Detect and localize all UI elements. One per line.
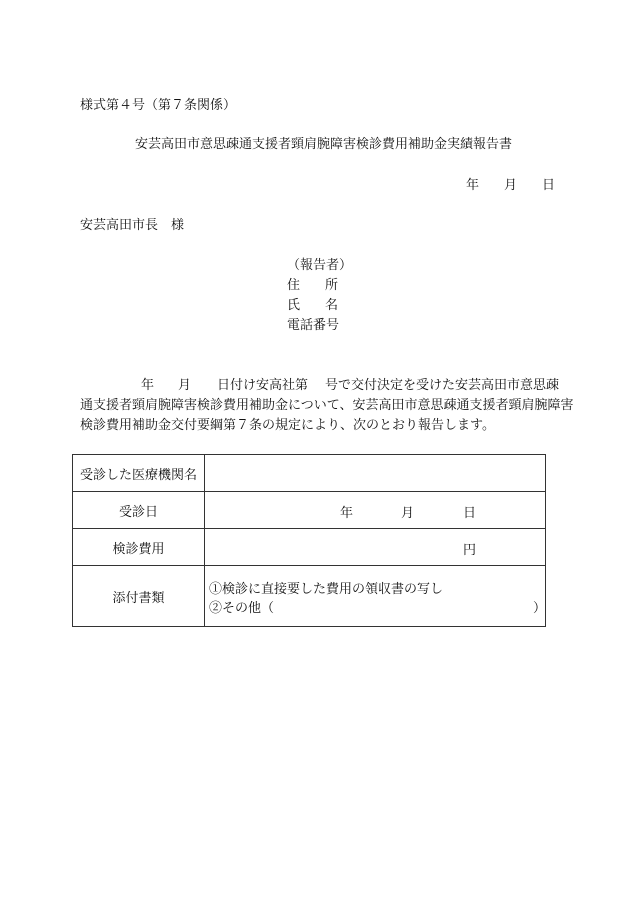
reporter-address-label-a: 住 xyxy=(287,278,301,293)
body-mid: 日付け安高社第 xyxy=(217,378,309,393)
reporter-block xyxy=(287,258,357,338)
exam-cost-label: 検診費用 xyxy=(73,529,205,566)
exam-cost-unit: 円 xyxy=(463,543,477,558)
table-row xyxy=(73,566,546,627)
clinic-value[interactable] xyxy=(205,455,546,492)
reporter-phone-label: 電話番号 xyxy=(287,318,340,333)
exam-date-label: 受診日 xyxy=(73,492,205,529)
body-line2: 通支援者頸肩腕障害検診費用補助金について、安芸高田市意思疎通支援者頸肩腕障害 xyxy=(80,398,574,413)
attachment-item-1: ①検診に直接要した費用の領収書の写し xyxy=(209,582,444,597)
body-line1-end: 号で交付決定を受けた安芸高田市意思疎 xyxy=(325,378,560,393)
attachment-item-2: ②その他（ xyxy=(209,601,275,616)
body-line3: 検診費用補助金交付要綱第７条の規定により、次のとおり報告します。 xyxy=(80,418,495,433)
reporter-heading: （報告者） xyxy=(287,258,353,273)
document-title: 安芸高田市意思疎通支援者頸肩腕障害検診費用補助金実績報告書 xyxy=(135,137,513,152)
exam-day: 日 xyxy=(463,506,477,521)
reporter-name-label-b: 名 xyxy=(325,298,339,313)
addressee: 安芸高田市長 様 xyxy=(80,218,185,233)
report-date xyxy=(466,178,556,194)
attachment-item-2-close: ） xyxy=(533,601,547,616)
report-body-text xyxy=(80,376,574,436)
clinic-label: 受診した医療機関名 xyxy=(73,455,205,492)
exam-year: 年 xyxy=(340,506,354,521)
table-row xyxy=(73,529,546,566)
attachments-value[interactable] xyxy=(205,566,546,627)
attachments-label: 添付書類 xyxy=(73,566,205,627)
form-number: 様式第４号（第７条関係） xyxy=(80,98,237,113)
report-table xyxy=(72,454,546,627)
table-row xyxy=(73,492,546,529)
body-month: 月 xyxy=(178,378,192,393)
reporter-address-label-b: 所 xyxy=(325,278,339,293)
exam-month: 月 xyxy=(401,506,415,521)
date-day-label: 日 xyxy=(542,178,556,193)
table-row xyxy=(73,455,546,492)
body-year: 年 xyxy=(141,378,155,393)
date-year-label: 年 xyxy=(466,178,480,193)
exam-date-value[interactable] xyxy=(205,492,546,529)
date-month-label: 月 xyxy=(504,178,518,193)
reporter-name-label-a: 氏 xyxy=(287,298,301,313)
exam-cost-value[interactable] xyxy=(205,529,546,566)
